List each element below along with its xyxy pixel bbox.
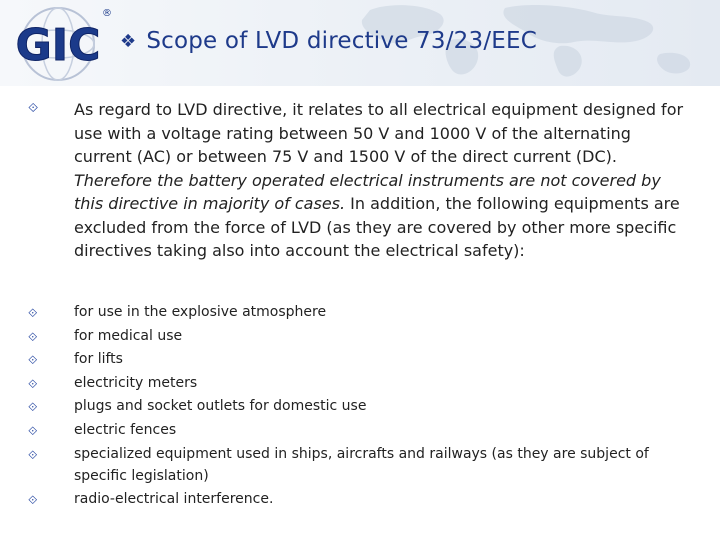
list-item bbox=[28, 348, 698, 372]
diamond-bullet-icon: ⟐ bbox=[28, 329, 38, 344]
list-item bbox=[28, 325, 698, 349]
page-title-text: Scope of LVD directive 73/23/EEC bbox=[146, 28, 538, 54]
list-item-text: for use in the explosive atmosphere bbox=[74, 304, 327, 320]
list-item-text: plugs and socket outlets for domestic use bbox=[74, 398, 367, 415]
logo-text: GIC bbox=[15, 20, 101, 71]
diamond-bullet-icon: ⟐ bbox=[28, 306, 38, 320]
list-item bbox=[28, 395, 698, 419]
list-item-text: for medical use bbox=[74, 327, 183, 344]
list-item-text: electricity meters bbox=[74, 374, 198, 391]
list-item bbox=[28, 488, 698, 512]
diamond-bullet-icon: ⟐ bbox=[28, 376, 38, 391]
diamond-bullet-icon: ⟐ bbox=[28, 353, 38, 368]
diamond-bullet-icon: ⟐ bbox=[28, 400, 38, 415]
list-item bbox=[28, 301, 698, 325]
registered-mark: ® bbox=[102, 8, 112, 19]
intro-part-1: As regard to LVD directive, it relates to all electrical equipment designed for use with a voltage rating between 50 V and 1000 V of the alternating current (AC) or between 75 V and 1500 V of the direct current (DC). bbox=[74, 100, 684, 166]
page-title bbox=[120, 28, 537, 54]
list-item bbox=[28, 443, 698, 488]
intro-text bbox=[74, 98, 693, 263]
exclusion-list bbox=[28, 301, 698, 511]
diamond-bullet-icon: ⟐ bbox=[28, 492, 38, 507]
intro-part-2: In addition, the following equipments are excluded from the force of LVD (as they are covered by other more specific directives taking also into account the electrical safety): bbox=[74, 194, 680, 260]
diamond-bullet-icon: ⟐ bbox=[28, 101, 39, 116]
list-item-text: electric fences bbox=[74, 421, 177, 438]
list-item bbox=[28, 372, 698, 396]
diamond-bullet-icon: ⟐ bbox=[28, 447, 38, 462]
intro-emphasis: Therefore the battery operated electrical instruments are not covered by this directive in majority of cases. bbox=[74, 170, 661, 213]
list-item-text: radio-electrical interference. bbox=[74, 490, 274, 507]
list-item bbox=[28, 419, 698, 443]
header-band bbox=[0, 0, 720, 86]
list-item-text: for lifts bbox=[74, 351, 123, 368]
list-item-text: specialized equipment used in ships, aircrafts and railways (as they are subject of specific legislation) bbox=[74, 445, 649, 485]
four-diamond-icon: ❖ bbox=[120, 30, 137, 52]
diamond-bullet-icon: ⟐ bbox=[28, 423, 38, 438]
intro-paragraph bbox=[28, 98, 693, 263]
